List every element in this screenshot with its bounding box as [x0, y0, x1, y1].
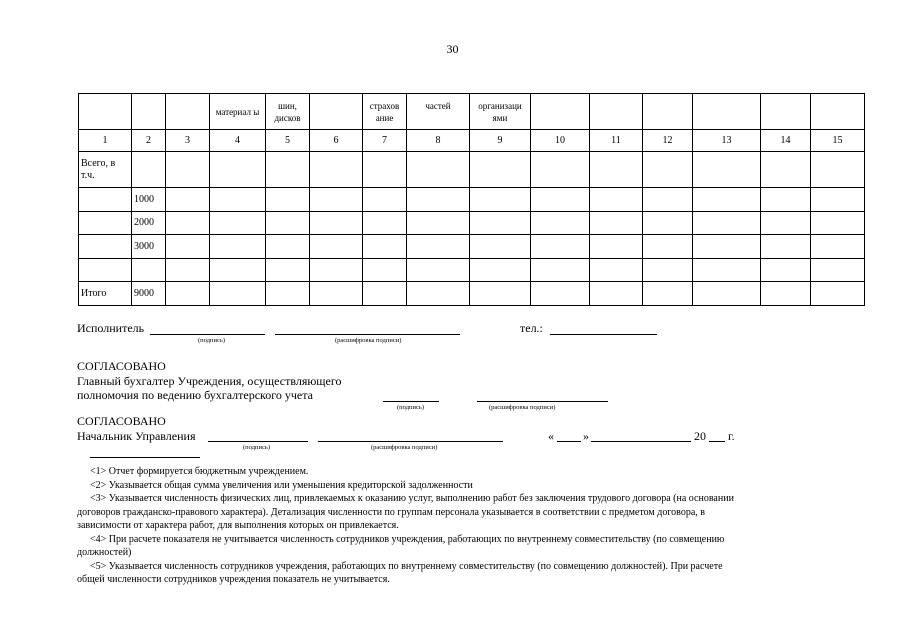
column-number: 5	[266, 130, 310, 152]
executor-signature-line	[150, 334, 265, 335]
column-number: 8	[407, 130, 470, 152]
footnote-4: <4> При расчете показателя не учитывается численность сотрудников учреждения, работающих по внутреннему совместительству (по совмещению	[90, 533, 725, 545]
row-code: 1000	[132, 188, 166, 212]
footnote-1: <1> Отчет формируется бюджетным учреждением.	[90, 466, 309, 477]
accountant-decoding-line	[477, 401, 608, 402]
date-year-line	[709, 441, 725, 442]
page-number: 30	[446, 42, 459, 56]
header-cell	[79, 94, 132, 130]
row-label	[79, 212, 132, 235]
row-label: Итого	[79, 282, 132, 306]
row-label	[79, 259, 132, 282]
signature-caption: (подпись)	[397, 404, 424, 411]
year-prefix: 20	[694, 429, 706, 443]
column-number: 3	[166, 130, 210, 152]
phone-label: тел.:	[520, 321, 543, 335]
report-table	[78, 93, 865, 306]
footnote-3: <3> Указывается численность физических лиц, привлекаемых к оказанию услуг, выполнению работ без заключения трудового договора (на основании	[90, 493, 734, 504]
footnote-2: <2> Указывается общая сумма увеличения или уменьшения кредиторской задолженности	[90, 479, 473, 491]
header-cell	[761, 94, 811, 130]
column-number: 7	[363, 130, 407, 152]
footnote-separator	[90, 457, 200, 458]
date-close-quote: »	[583, 429, 589, 443]
column-number: 14	[761, 130, 811, 152]
date-month-line	[591, 441, 691, 442]
footnote-5: <5> Указывается численность сотрудников учреждения, работающих по внутреннему совместительству (по совмещению должностей). При расчете	[90, 560, 723, 572]
footnote-3-cont: зависимости от характера работ, для выполнения которых он привлекается.	[77, 520, 399, 531]
decoding-caption: (расшифровка подписи)	[371, 444, 438, 451]
table-row	[79, 259, 865, 282]
header-cell: шин, дисков	[266, 94, 310, 130]
column-number: 10	[531, 130, 590, 152]
footnote-4-cont: должностей)	[77, 547, 132, 558]
table-row	[79, 235, 865, 259]
header-cell: страхов ание	[363, 94, 407, 130]
signature-caption: (подпись)	[243, 444, 270, 451]
column-number: 2	[132, 130, 166, 152]
column-number: 1	[79, 130, 132, 152]
header-cell: организаци ями	[470, 94, 531, 130]
header-cell: материал ы	[210, 94, 266, 130]
chief-accountant-title: Главный бухгалтер Учреждения, осуществляющего	[77, 374, 342, 388]
column-number: 15	[811, 130, 865, 152]
date-day-line	[557, 441, 581, 442]
header-cell	[166, 94, 210, 130]
head-signature-line	[208, 441, 308, 442]
column-number: 9	[470, 130, 531, 152]
column-number: 12	[643, 130, 693, 152]
row-label	[79, 235, 132, 259]
header-cell	[132, 94, 166, 130]
row-code: 3000	[132, 235, 166, 259]
header-cell: частей	[407, 94, 470, 130]
phone-line	[550, 334, 657, 335]
header-cell	[693, 94, 761, 130]
agreed-heading: СОГЛАСОВАНО	[77, 359, 166, 373]
column-number: 11	[590, 130, 643, 152]
table-row	[79, 152, 865, 188]
row-code	[132, 259, 166, 282]
header-cell	[811, 94, 865, 130]
decoding-caption: (расшифровка подписи)	[489, 404, 556, 411]
accountant-signature-line	[383, 401, 439, 402]
head-label: Начальник Управления	[77, 429, 196, 443]
header-row	[79, 94, 865, 130]
table-row	[79, 212, 865, 235]
header-cell	[310, 94, 363, 130]
executor-decoding-line	[275, 334, 460, 335]
decoding-caption: (расшифровка подписи)	[335, 337, 402, 344]
agreed-heading: СОГЛАСОВАНО	[77, 414, 166, 428]
column-number: 4	[210, 130, 266, 152]
row-label: Всего, в т.ч.	[79, 152, 132, 188]
footnote-5-cont: общей численности сотрудников учреждения показатель не учитывается.	[77, 574, 390, 585]
row-code: 9000	[132, 282, 166, 306]
footnotes	[77, 465, 853, 587]
column-number: 6	[310, 130, 363, 152]
row-code	[132, 152, 166, 188]
column-number: 13	[693, 130, 761, 152]
row-code: 2000	[132, 212, 166, 235]
row-label	[79, 188, 132, 212]
date-open-quote: «	[548, 429, 554, 443]
footnote-3-cont: договоров гражданско-правового характера). Детализация численности по группам персонала указывается в соответствии с предметом договора, в	[77, 506, 705, 518]
signature-caption: (подпись)	[198, 337, 225, 344]
chief-accountant-title-cont: полномочия по ведению бухгалтерского учета	[77, 388, 313, 402]
header-cell	[531, 94, 590, 130]
header-cell	[590, 94, 643, 130]
table-row	[79, 282, 865, 306]
head-decoding-line	[318, 441, 503, 442]
year-suffix: г.	[728, 429, 735, 443]
header-cell	[643, 94, 693, 130]
executor-label: Исполнитель	[77, 321, 145, 335]
table-row	[79, 188, 865, 212]
column-number-row	[79, 130, 865, 152]
